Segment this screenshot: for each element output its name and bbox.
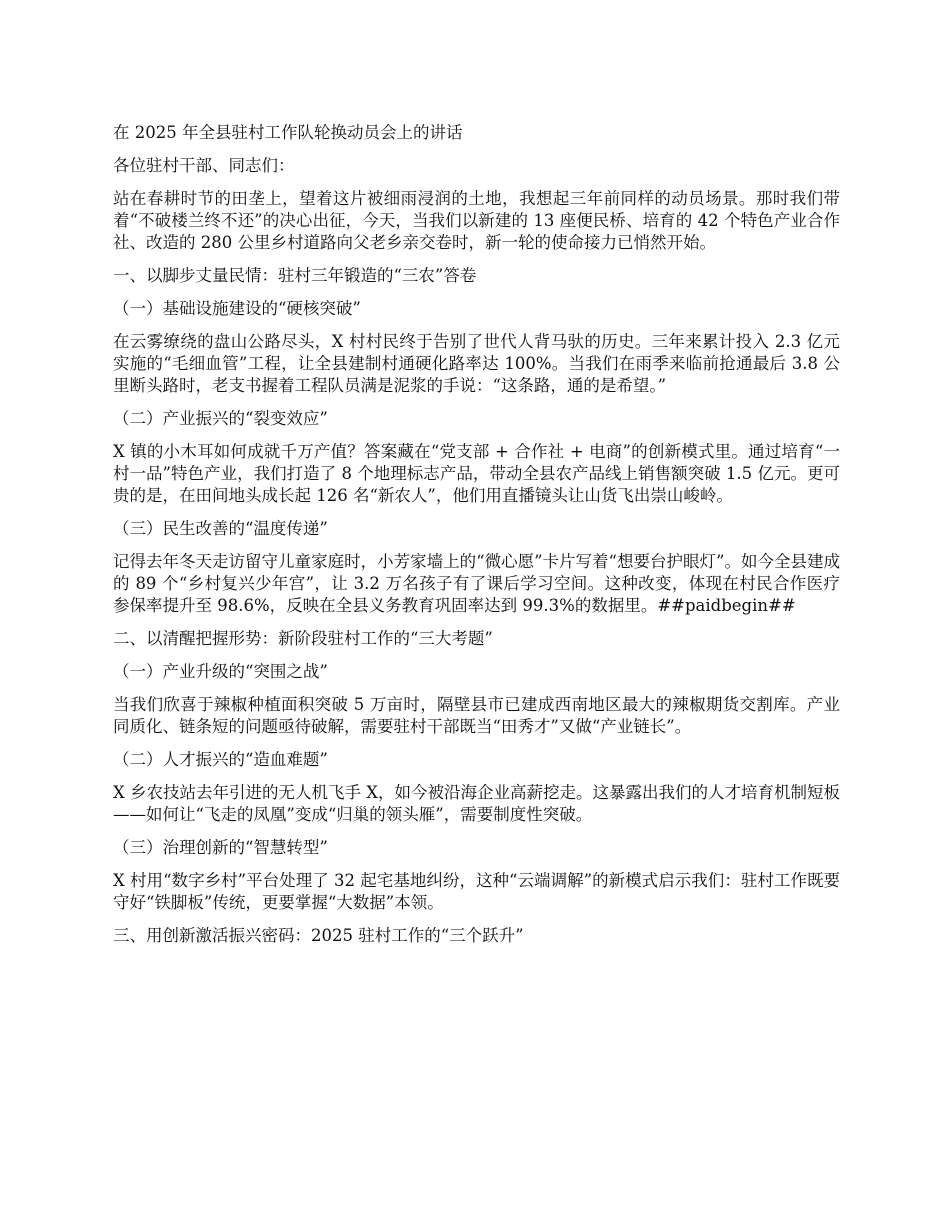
- paragraph-talent: X 乡农技站去年引进的无人机飞手 X，如今被沿海企业高薪挖走。这暴露出我们的人才培育机制短板——如何让“飞走的凤凰”变成“归巢的领头雁”，需要制度性突破。: [113, 783, 840, 824]
- greeting: 各位驻村干部、同志们：: [113, 156, 295, 175]
- intro-paragraph: 站在春耕时节的田垄上，望着这片被细雨浸润的土地，我想起三年前同样的动员场景。那时我们带着“不破楼兰终不还”的决心出征，今天，当我们以新建的 13 座便民桥、培育的 42 个特色产业合作社、改造的 280 公里乡村道路向父老乡亲交卷时，新一轮的使命接力已悄然开始。: [113, 189, 840, 252]
- section-heading-2: 二、以清醒把握形势：新阶段驻村工作的“三大考题”: [113, 629, 493, 648]
- section-heading-3: 三、用创新激活振兴密码：2025 驻村工作的“三个跃升”: [113, 926, 524, 945]
- document-page: [113, 122, 840, 958]
- subsection-heading-2-3: （三）治理创新的“智慧转型”: [113, 838, 328, 857]
- paragraph-livelihood: 记得去年冬天走访留守儿童家庭时，小芳家墙上的“微心愿”卡片写着“想要台护眼灯”。如今全县建成的 89 个“乡村复兴少年宫”，让 3.2 万名孩子有了课后学习空间。这种改变，体现在村民合作医疗参保率提升至 98.6%，反映在全县义务教育巩固率达到 99.3%的数据里。##paidbegin##: [113, 552, 840, 615]
- subsection-heading-2-2: （二）人才振兴的“造血难题”: [113, 750, 328, 769]
- subsection-heading-1-3: （三）民生改善的“温度传递”: [113, 519, 328, 538]
- paragraph-infrastructure: 在云雾缭绕的盘山公路尽头，X 村村民终于告别了世代人背马驮的历史。三年来累计投入 2.3 亿元实施的“毛细血管”工程，让全县建制村通硬化路率达 100%。当我们在雨季来临前抢通最后 3.8 公里断头路时，老支书握着工程队员满是泥浆的手说：“这条路，通的是希望。”: [113, 332, 840, 395]
- document-title: 在 2025 年全县驻村工作队轮换动员会上的讲话: [113, 123, 463, 142]
- subsection-heading-1-2: （二）产业振兴的“裂变效应”: [113, 409, 328, 428]
- paragraph-upgrade: 当我们欣喜于辣椒种植面积突破 5 万亩时，隔壁县市已建成西南地区最大的辣椒期货交割库。产业同质化、链条短的问题亟待破解，需要驻村干部既当“田秀才”又做“产业链长”。: [113, 695, 840, 736]
- paragraph-industry: X 镇的小木耳如何成就千万产值？答案藏在“党支部 + 合作社 + 电商”的创新模式里。通过培育“一村一品”特色产业，我们打造了 8 个地理标志产品，带动全县农产品线上销售额突破 1.5 亿元。更可贵的是，在田间地头成长起 126 名“新农人”，他们用直播镜头让山货飞出崇山峻岭。: [113, 442, 840, 505]
- subsection-heading-2-1: （一）产业升级的“突围之战”: [113, 662, 328, 681]
- paragraph-governance: X 村用“数字乡村”平台处理了 32 起宅基地纠纷，这种“云端调解”的新模式启示我们：驻村工作既要守好“铁脚板”传统，更要掌握“大数据”本领。: [113, 871, 840, 912]
- section-heading-1: 一、以脚步丈量民情：驻村三年锻造的“三农”答卷: [113, 266, 477, 285]
- subsection-heading-1-1: （一）基础设施建设的“硬核突破”: [113, 299, 361, 318]
